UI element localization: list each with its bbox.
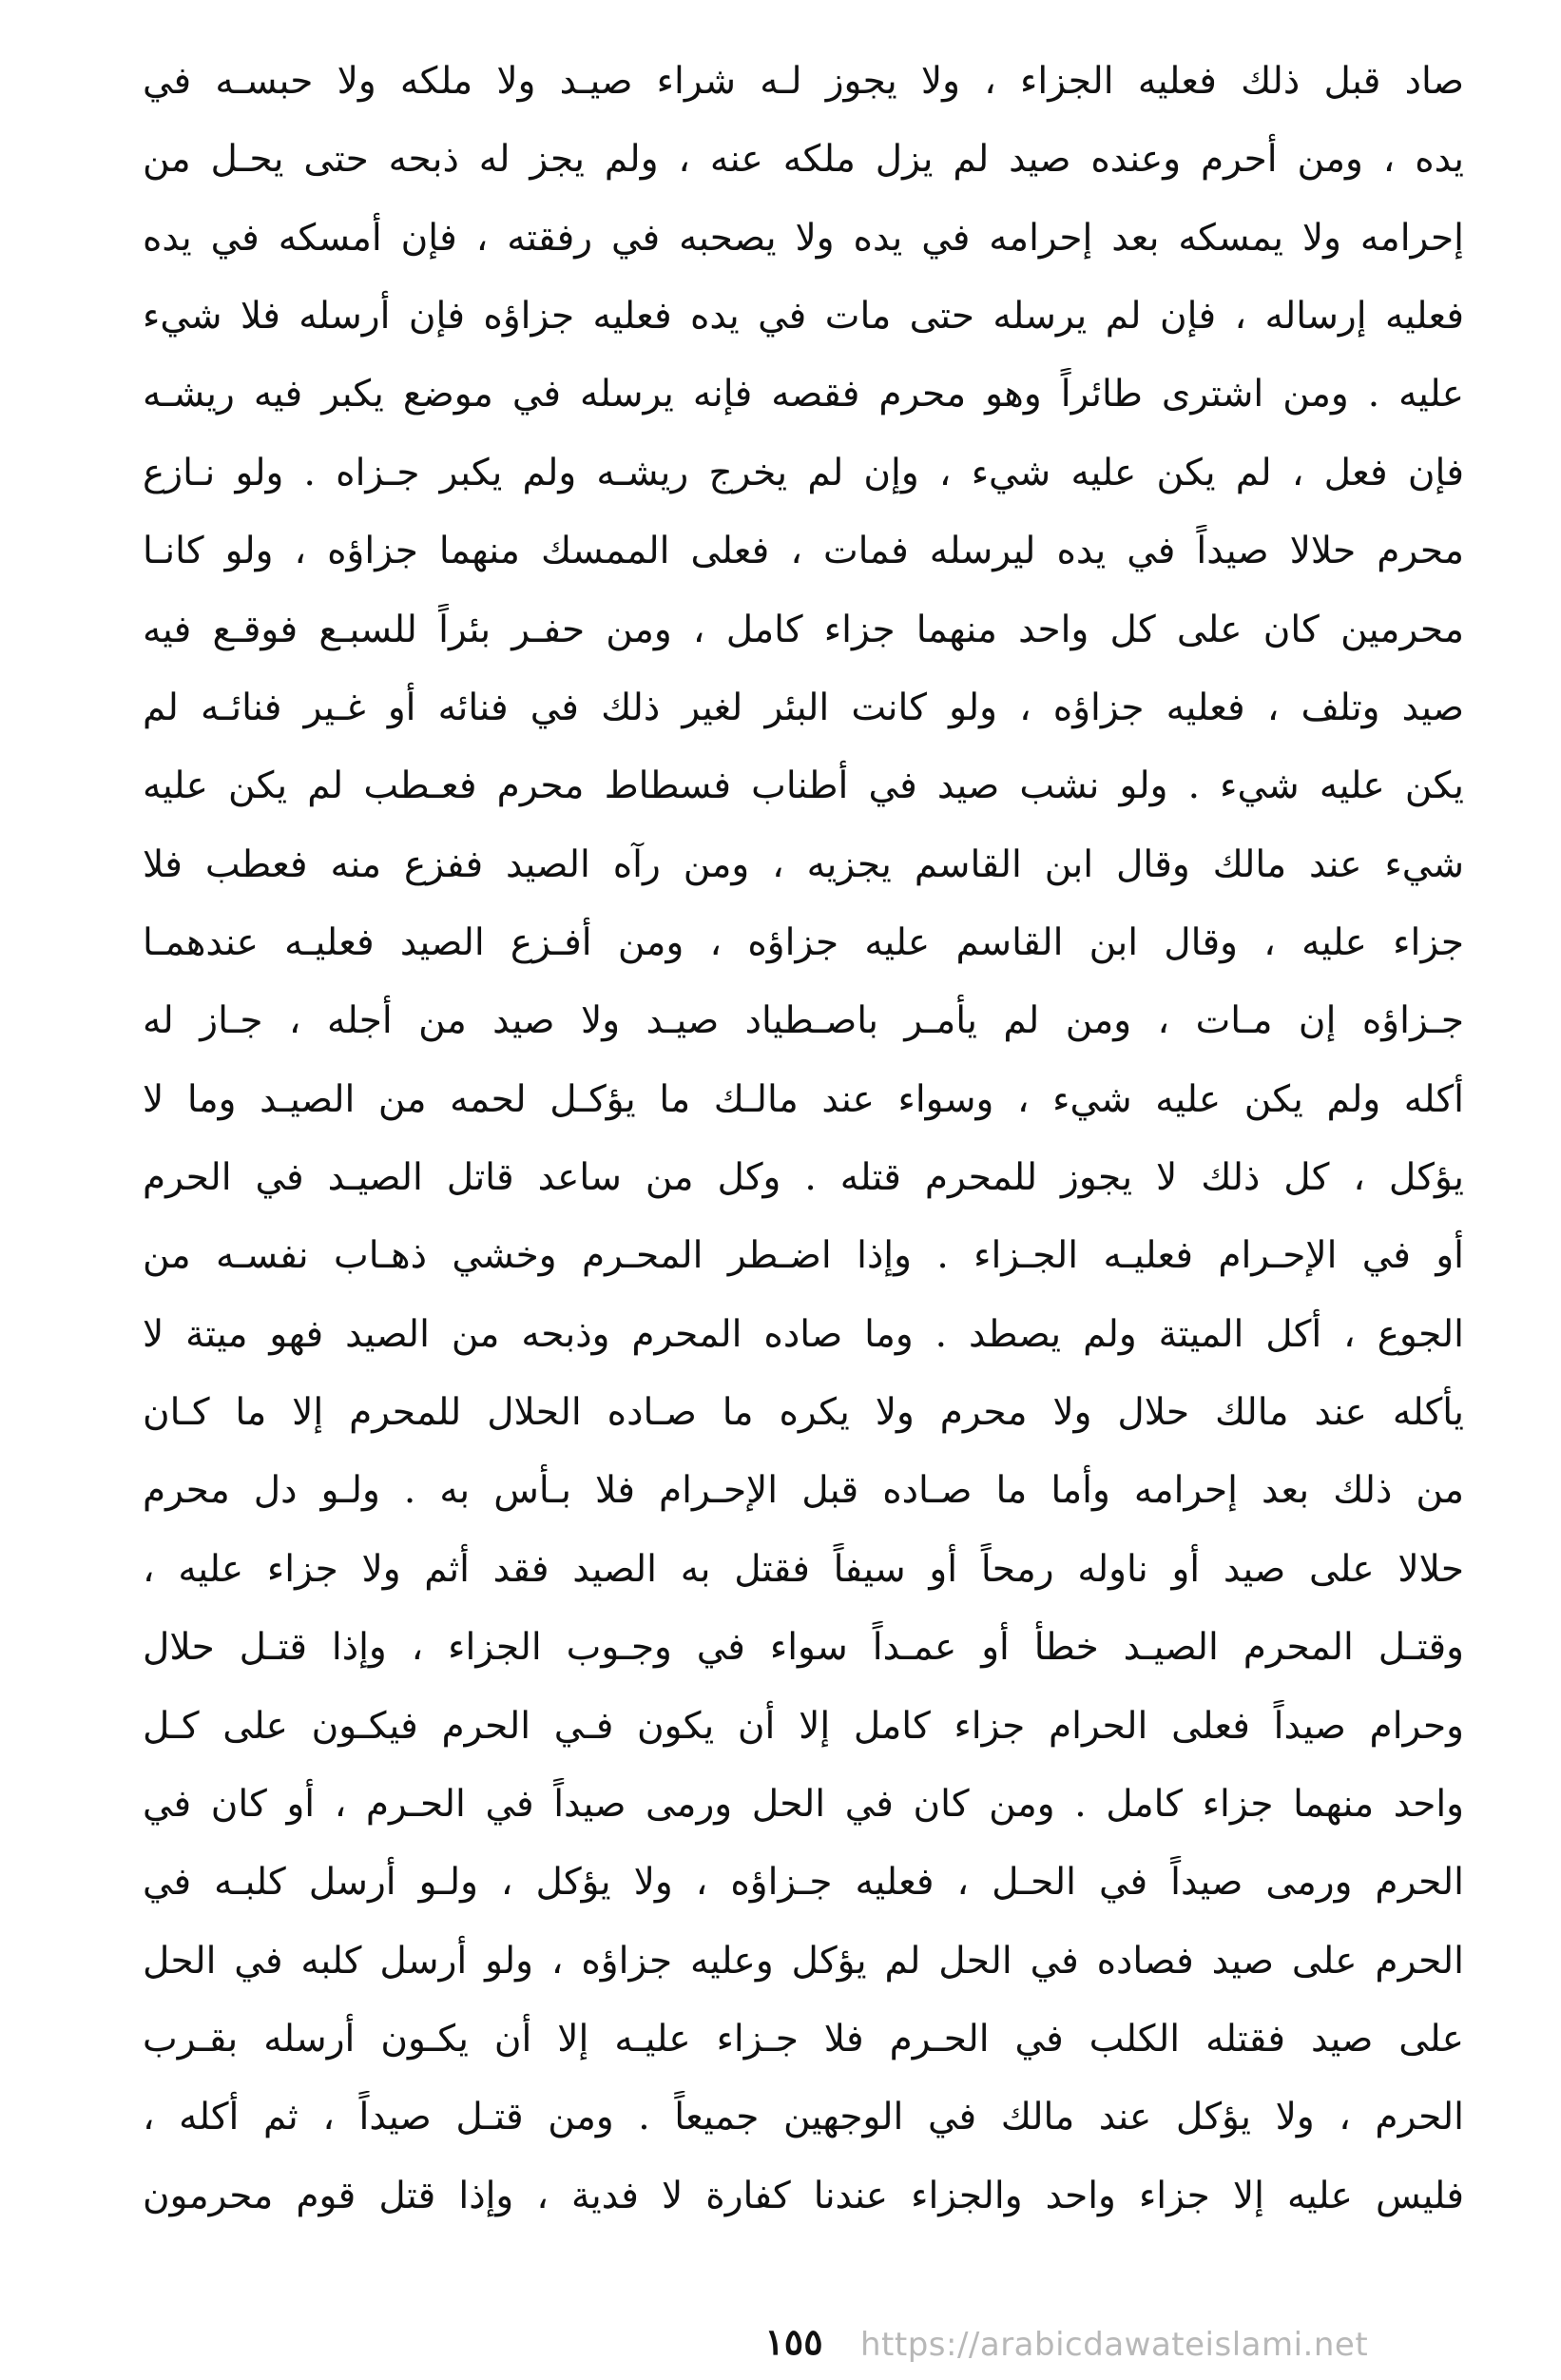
- body-text: [143, 55, 1464, 2223]
- text-line: يؤكل ، كل ذلك لا يجوز للمحرم قتله . وكل من ساعد قاتل الصيـد في الحرم: [143, 1156, 1464, 1200]
- page-footer: [0, 2320, 1561, 2368]
- text-line: إحرامه ولا يمسكه بعد إحرامه في يده ولا يصحبه في رفقته ، فإن أمسكه في يده: [143, 216, 1464, 260]
- text-line: على صيد فقتله الكلب في الحـرم فلا جـزاء عليـه إلا أن يكـون أرسله بقـرب: [143, 2017, 1464, 2061]
- text-line: جزاء عليه ، وقال ابن القاسم عليه جزاؤه ، ومن أفـزع الصيد فعليـه عندهمـا: [143, 920, 1464, 964]
- text-line: وقتـل المحرم الصيـد خطأ أو عمـداً سواء في وجـوب الجزاء ، وإذا قتـل حلال: [143, 1626, 1464, 1670]
- text-line: الجوع ، أكل الميتة ولم يصطد . وما صاده المحرم وذبحه من الصيد فهو ميتة لا: [143, 1312, 1464, 1356]
- text-line: الحرم ، ولا يؤكل عند مالك في الوجهين جميعاً . ومن قتـل صيداً ، ثم أكله ،: [143, 2096, 1464, 2139]
- text-line: أكله ولم يكن عليه شيء ، وسواء عند مالـك ما يؤكـل لحمه من الصيـد وما لا: [143, 1077, 1464, 1121]
- page-number: ١٥٥: [764, 2320, 823, 2363]
- text-line: عليه . ومن اشترى طائراً وهو محرم فقصه فإنه يرسله في موضع يكبر فيه ريشـه: [143, 373, 1464, 416]
- text-line: يأكله عند مالك حلال ولا محرم ولا يكره ما صـاده الحلال للمحرم إلا ما كـان: [143, 1391, 1464, 1435]
- text-line: فليس عليه إلا جزاء واحد والجزاء عندنا كفارة لا فدية ، وإذا قتل قوم محرمون: [143, 2174, 1464, 2217]
- text-line: فعليه إرساله ، فإن لم يرسله حتى مات في يده فعليه جزاؤه فإن أرسله فلا شيء: [143, 295, 1464, 339]
- watermark-url: https://arabicdawateislami.net: [860, 2326, 1369, 2364]
- text-line: واحد منهما جزاء كامل . ومن كان في الحل ورمى صيداً في الحـرم ، أو كان في: [143, 1782, 1464, 1826]
- text-line: شيء عند مالك وقال ابن القاسم يجزيه ، ومن رآه الصيد ففزع منه فعطب فلا: [143, 842, 1464, 886]
- text-line: من ذلك بعد إحرامه وأما ما صـاده قبل الإحـرام فلا بـأس به . ولـو دل محرم: [143, 1469, 1464, 1513]
- text-line: وحرام صيداً فعلى الحرام جزاء كامل إلا أن يكون فـي الحرم فيكـون على كـل: [143, 1704, 1464, 1748]
- text-line: جـزاؤه إن مـات ، ومن لم يأمـر باصـطياد صيـد ولا صيد من أجله ، جـاز له: [143, 999, 1464, 1043]
- text-line: فإن فعل ، لم يكن عليه شيء ، وإن لم يخرج ريشـه ولم يكبر جـزاه . ولو نـازع: [143, 451, 1464, 494]
- text-line: صاد قبل ذلك فعليه الجزاء ، ولا يجوز لـه شراء صيـد ولا ملكه ولا حبسـه في: [143, 60, 1464, 103]
- text-line: يده ، ومن أحرم وعنده صيد لم يزل ملكه عنه ، ولم يجز له ذبحه حتى يحـل من: [143, 138, 1464, 182]
- text-line: صيد وتلف ، فعليه جزاؤه ، ولو كانت البئر لغير ذلك في فنائه أو غـير فنائـه لم: [143, 686, 1464, 729]
- text-line: محرم حلالا صيداً في يده ليرسله فمات ، فعلى الممسك منهما جزاؤه ، ولو كانـا: [143, 530, 1464, 573]
- text-line: محرمين كان على كل واحد منهما جزاء كامل ، ومن حفـر بئراً للسبـع فوقـع فيه: [143, 608, 1464, 651]
- text-line: الحرم على صيد فصاده في الحل لم يؤكل وعليه جزاؤه ، ولو أرسل كلبه في الحل: [143, 1939, 1464, 1983]
- text-line: الحرم ورمى صيداً في الحـل ، فعليه جـزاؤه ، ولا يؤكل ، ولـو أرسل كلبـه في: [143, 1861, 1464, 1905]
- text-line: أو في الإحـرام فعليـه الجـزاء . وإذا اضـطر المحـرم وخشي ذهـاب نفسـه من: [143, 1234, 1464, 1278]
- text-line: حلالا على صيد أو ناوله رمحاً أو سيفاً فقتل به الصيد فقد أثم ولا جزاء عليه ،: [143, 1547, 1464, 1591]
- text-line: يكن عليه شيء . ولو نشب صيد في أطناب فسطاط محرم فعـطب لم يكن عليه: [143, 764, 1464, 808]
